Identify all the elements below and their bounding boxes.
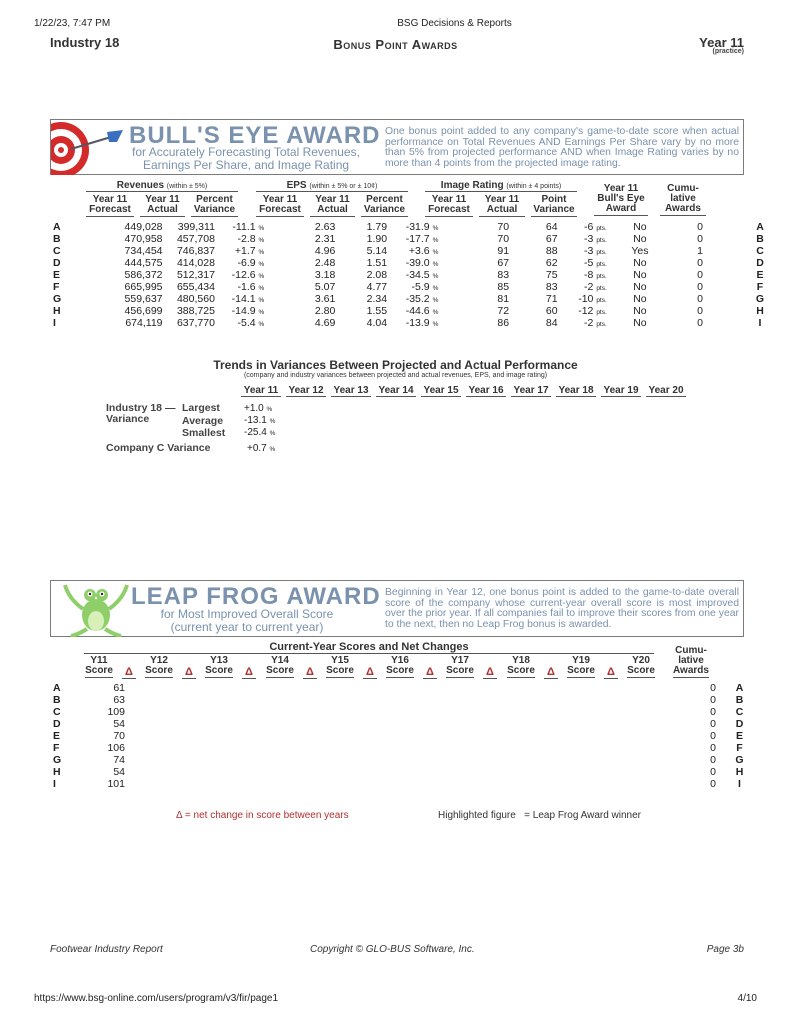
lf-company-letter: C bbox=[53, 706, 61, 718]
print-url[interactable]: https://www.bsg-online.com/users/program/v3/fir/page1 bbox=[34, 993, 278, 1004]
highlight-legend-label: Highlighted figure bbox=[438, 810, 516, 821]
year-label bbox=[699, 35, 744, 55]
be-company-letter: B bbox=[53, 233, 61, 245]
lf-company-letter: G bbox=[53, 754, 62, 766]
img-forecast-header: Year 11 Forecast bbox=[425, 195, 473, 217]
eps-variance: -5.9 % bbox=[411, 281, 439, 293]
img-variance-header: Point Variance bbox=[531, 195, 577, 217]
lf-company-letter: D bbox=[53, 718, 61, 730]
rev-actual: 655,434 bbox=[176, 281, 215, 293]
award-value: No bbox=[633, 305, 647, 317]
smallest-label: Smallest bbox=[182, 427, 226, 439]
lf-empty-years bbox=[125, 778, 693, 790]
cum-awards: 0 bbox=[697, 281, 703, 293]
delta-icon: Δ bbox=[182, 666, 196, 679]
eps-forecast: 4.69 bbox=[314, 317, 336, 329]
eps-actual: 2.08 bbox=[366, 269, 388, 281]
bulls-eye-row bbox=[53, 293, 791, 305]
img-forecast: 70 bbox=[497, 221, 510, 233]
leap-frog-row bbox=[53, 694, 763, 706]
rev-actual: 414,028 bbox=[176, 257, 215, 269]
rev-variance: -14.1 % bbox=[231, 293, 265, 305]
be-company-letter-right: G bbox=[755, 293, 765, 305]
be-company-letter: A bbox=[53, 221, 61, 233]
rev-variance: -11.1 % bbox=[232, 221, 265, 233]
print-datetime: 1/22/23, 7:47 PM bbox=[34, 18, 111, 29]
y11-score: 106 bbox=[107, 742, 125, 754]
trend-year-header: Year 19 bbox=[601, 385, 641, 397]
print-page-count: 4/10 bbox=[737, 993, 757, 1004]
y11-score: 74 bbox=[113, 754, 125, 766]
rev-actual: 480,560 bbox=[176, 293, 215, 305]
cum-awards: 0 bbox=[697, 257, 703, 269]
cum-awards: 0 bbox=[697, 305, 703, 317]
bulls-eye-banner bbox=[50, 119, 744, 175]
be-company-letter-right: B bbox=[756, 233, 764, 245]
rev-forecast: 559,637 bbox=[124, 293, 163, 305]
eps-variance: -39.0 % bbox=[405, 257, 439, 269]
bulls-eye-subtitle bbox=[129, 146, 363, 172]
eps-label: EPS bbox=[286, 180, 307, 191]
variance-label: Variance bbox=[106, 413, 150, 425]
eps-variance: -31.9 % bbox=[405, 221, 439, 233]
bulls-eye-subtitle-line1: for Accurately Forecasting Total Revenues, bbox=[132, 145, 360, 159]
rev-actual: 746,837 bbox=[176, 245, 215, 257]
img-forecast: 72 bbox=[497, 305, 510, 317]
trend-year-header: Year 12 bbox=[286, 385, 326, 397]
be-company-letter-right: I bbox=[758, 317, 762, 329]
eps-forecast-header: Year 11 Forecast bbox=[256, 195, 304, 217]
be-company-letter: D bbox=[53, 257, 61, 269]
img-actual: 75 bbox=[545, 269, 558, 281]
leap-frog-row bbox=[53, 706, 763, 718]
bullseye-dart-icon bbox=[51, 120, 127, 175]
rev-actual: 399,311 bbox=[177, 221, 215, 233]
y11-score: 54 bbox=[113, 766, 125, 778]
lf-company-letter: I bbox=[53, 778, 56, 790]
award-value: No bbox=[633, 269, 647, 281]
award-value: No bbox=[633, 233, 647, 245]
img-actual: 88 bbox=[545, 245, 558, 257]
rev-forecast: 470,958 bbox=[124, 233, 163, 245]
award-value: Yes bbox=[631, 245, 649, 257]
be-company-letter: H bbox=[53, 305, 61, 317]
img-variance: -8 pts. bbox=[584, 269, 607, 281]
rev-forecast: 674,119 bbox=[125, 317, 163, 329]
footer-center: Copyright © GLO-BUS Software, Inc. bbox=[310, 944, 475, 955]
bulls-eye-table bbox=[53, 221, 791, 329]
lf-company-letter-right: C bbox=[735, 706, 744, 718]
lf-cum-awards: 0 bbox=[710, 730, 716, 742]
delta-icon: Δ bbox=[483, 666, 497, 679]
rev-forecast: 586,372 bbox=[124, 269, 163, 281]
img-variance: -12 pts. bbox=[578, 305, 607, 317]
be-company-letter-right: C bbox=[756, 245, 764, 257]
eps-group-header bbox=[256, 180, 408, 192]
y11-score: 54 bbox=[113, 718, 125, 730]
rev-actual: 457,708 bbox=[176, 233, 215, 245]
eps-actual: 1.51 bbox=[366, 257, 388, 269]
bulls-eye-row bbox=[53, 269, 791, 281]
be-company-letter: C bbox=[53, 245, 61, 257]
lf-company-letter-right: D bbox=[735, 718, 744, 730]
rev-variance: -14.9 % bbox=[231, 305, 265, 317]
lf-score-header: Y11 Score bbox=[85, 655, 113, 676]
delta-icon: Δ bbox=[242, 666, 256, 679]
smallest-value: -25.4 % bbox=[244, 427, 276, 438]
rev-variance: -2.8 % bbox=[237, 233, 265, 245]
eps-actual: 1.90 bbox=[366, 233, 388, 245]
be-company-letter-right: A bbox=[756, 221, 764, 233]
leap-frog-subtitle-line2: (current year to current year) bbox=[170, 620, 324, 634]
industry-label: Industry 18 bbox=[50, 35, 120, 50]
img-forecast: 70 bbox=[497, 233, 510, 245]
lf-company-letter: E bbox=[53, 730, 61, 742]
lf-cum-awards: 0 bbox=[710, 694, 716, 706]
largest-value: +1.0 % bbox=[244, 403, 273, 414]
trend-year-header: Year 15 bbox=[421, 385, 461, 397]
lf-cum-awards: 0 bbox=[710, 706, 716, 718]
eps-variance: -17.7 % bbox=[405, 233, 439, 245]
lf-score-header: Y20 Score bbox=[627, 655, 655, 676]
img-forecast: 85 bbox=[497, 281, 510, 293]
lf-empty-years bbox=[125, 682, 693, 694]
bulls-eye-row bbox=[53, 317, 791, 329]
lf-score-header: Y16 Score bbox=[386, 655, 414, 676]
cum-awards: 0 bbox=[697, 221, 703, 233]
lf-company-letter-right: G bbox=[735, 754, 744, 766]
be-company-letter-right: F bbox=[756, 281, 764, 293]
rev-variance: -1.6 % bbox=[237, 281, 265, 293]
img-actual: 64 bbox=[545, 221, 558, 233]
img-forecast: 86 bbox=[497, 317, 510, 329]
trend-year-header: Year 18 bbox=[556, 385, 596, 397]
bulls-eye-row bbox=[53, 257, 791, 269]
img-actual: 60 bbox=[545, 305, 558, 317]
cum-awards: 0 bbox=[697, 293, 703, 305]
trends-title: Trends in Variances Between Projected and Actual Performance bbox=[213, 358, 578, 372]
img-forecast: 83 bbox=[497, 269, 510, 281]
eps-forecast: 4.96 bbox=[314, 245, 336, 257]
revenues-note: (within ± 5%) bbox=[166, 183, 208, 190]
lf-score-header: Y13 Score bbox=[205, 655, 233, 676]
rev-actual-header: Year 11 Actual bbox=[140, 195, 185, 217]
eps-forecast: 2.48 bbox=[314, 257, 336, 269]
largest-label: Largest bbox=[182, 402, 220, 414]
leap-frog-table bbox=[53, 682, 763, 790]
be-company-letter-right: H bbox=[756, 305, 764, 317]
rev-forecast: 444,575 bbox=[124, 257, 163, 269]
revenues-group-header bbox=[86, 180, 238, 192]
lf-cum-awards: 0 bbox=[710, 778, 716, 790]
img-actual: 83 bbox=[545, 281, 558, 293]
eps-actual: 2.34 bbox=[366, 293, 388, 305]
cum-awards: 0 bbox=[697, 317, 703, 329]
year-text: Year 11 bbox=[699, 35, 744, 50]
delta-icon: Δ bbox=[544, 666, 558, 679]
trends-subtitle: (company and industry variances between projected and actual revenues, EPS, and image rating) bbox=[243, 372, 548, 379]
leap-frog-row bbox=[53, 718, 763, 730]
y11-score: 63 bbox=[113, 694, 125, 706]
lf-score-header: Y17 Score bbox=[446, 655, 474, 676]
delta-legend: Δ = net change in score between years bbox=[176, 810, 349, 821]
y11-score: 101 bbox=[107, 778, 125, 790]
leap-frog-row bbox=[53, 730, 763, 742]
rev-variance-header: Percent Variance bbox=[191, 195, 238, 217]
delta-icon: Δ bbox=[423, 666, 437, 679]
img-actual: 71 bbox=[545, 293, 558, 305]
img-forecast: 67 bbox=[497, 257, 510, 269]
eps-forecast: 2.31 bbox=[314, 233, 336, 245]
lf-score-header: Y15 Score bbox=[326, 655, 354, 676]
image-note: (within ± 4 points) bbox=[506, 183, 562, 190]
delta-icon: Δ bbox=[303, 666, 317, 679]
lf-company-letter: B bbox=[53, 694, 61, 706]
leap-frog-row bbox=[53, 766, 763, 778]
industry-name: Industry 18 bbox=[106, 402, 163, 414]
leap-frog-row bbox=[53, 754, 763, 766]
leap-frog-row bbox=[53, 742, 763, 754]
lf-score-header: Y18 Score bbox=[507, 655, 535, 676]
year-note: (practice) bbox=[712, 48, 744, 55]
rev-actual: 637,770 bbox=[176, 317, 215, 329]
cum-awards: 0 bbox=[697, 233, 703, 245]
lf-company-letter-right: A bbox=[735, 682, 744, 694]
bulls-eye-row bbox=[53, 245, 791, 257]
award-header: Year 11 Bull's Eye Award bbox=[594, 184, 648, 216]
lf-cum-awards: 0 bbox=[710, 742, 716, 754]
lf-empty-years bbox=[125, 706, 693, 718]
lf-empty-years bbox=[125, 730, 693, 742]
award-value: No bbox=[633, 293, 647, 305]
rev-actual: 388,725 bbox=[176, 305, 215, 317]
lf-company-letter-right: H bbox=[735, 766, 744, 778]
img-actual: 67 bbox=[545, 233, 558, 245]
eps-forecast: 2.63 bbox=[314, 221, 336, 233]
company-variance-value: +0.7 % bbox=[247, 443, 276, 454]
rev-forecast: 449,028 bbox=[124, 221, 163, 233]
trend-year-header: Year 11 bbox=[241, 385, 281, 397]
lf-cum-awards: 0 bbox=[710, 754, 716, 766]
eps-actual-header: Year 11 Actual bbox=[310, 195, 355, 217]
frog-icon bbox=[63, 581, 129, 637]
image-label: Image Rating bbox=[440, 180, 504, 191]
img-variance: -10 pts. bbox=[578, 293, 607, 305]
delta-icon: Δ bbox=[122, 666, 136, 679]
leap-frog-banner bbox=[50, 580, 744, 637]
delta-icon: Δ bbox=[363, 666, 377, 679]
lf-company-letter-right: B bbox=[735, 694, 744, 706]
leap-frog-row bbox=[53, 682, 763, 694]
trend-year-header: Year 20 bbox=[646, 385, 686, 397]
rev-variance: -6.9 % bbox=[237, 257, 265, 269]
eps-variance: -34.5 % bbox=[405, 269, 439, 281]
award-value: No bbox=[633, 281, 647, 293]
industry-variance-label: Industry 18 — bbox=[106, 402, 176, 414]
trend-year-header: Year 17 bbox=[511, 385, 551, 397]
img-variance: -6 pts. bbox=[584, 221, 607, 233]
leap-frog-subtitle bbox=[131, 608, 363, 634]
img-actual: 84 bbox=[545, 317, 558, 329]
image-group-header bbox=[425, 180, 577, 192]
trend-year-header: Year 16 bbox=[466, 385, 506, 397]
lf-empty-years bbox=[125, 718, 693, 730]
eps-forecast: 2.80 bbox=[314, 305, 336, 317]
be-company-letter-right: D bbox=[756, 257, 764, 269]
page-title: Bonus Point Awards bbox=[333, 37, 458, 52]
bulls-eye-row bbox=[53, 305, 791, 317]
revenues-label: Revenues bbox=[116, 180, 165, 191]
lf-company-letter-right: E bbox=[735, 730, 743, 742]
rev-variance: -12.6 % bbox=[231, 269, 265, 281]
bulls-eye-row bbox=[53, 221, 791, 233]
leap-frog-row bbox=[53, 778, 763, 790]
bulls-eye-description: One bonus point added to any company's game-to-date score when actual performance on Total Revenues AND Earnings Per Share vary by no more than 5% from projected performance AND when Image Rating varies by no more than 4 points from the projected image rating. bbox=[385, 126, 739, 169]
bulls-eye-title: BULL'S EYE AWARD bbox=[129, 122, 381, 149]
img-forecast: 81 bbox=[497, 293, 510, 305]
lf-empty-years bbox=[125, 742, 693, 754]
lf-cum-awards: 0 bbox=[710, 682, 716, 694]
img-variance: -2 pts. bbox=[584, 317, 607, 329]
lf-score-header: Y14 Score bbox=[266, 655, 294, 676]
eps-actual: 1.55 bbox=[366, 305, 388, 317]
delta-icon: Δ bbox=[604, 666, 618, 679]
award-value: No bbox=[633, 317, 647, 329]
award-value: No bbox=[633, 257, 647, 269]
eps-note: (within ± 5% or ± 10¢) bbox=[309, 183, 378, 190]
company-variance-label: Company C Variance bbox=[106, 442, 211, 454]
lf-empty-years bbox=[125, 754, 693, 766]
lf-company-letter: H bbox=[53, 766, 61, 778]
rev-forecast: 734,454 bbox=[124, 245, 163, 257]
img-variance: -3 pts. bbox=[584, 233, 607, 245]
y11-score: 61 bbox=[113, 682, 125, 694]
cum-awards: 1 bbox=[697, 245, 703, 257]
rev-variance: -5.4 % bbox=[237, 317, 265, 329]
eps-variance: +3.6 % bbox=[408, 245, 439, 257]
bulls-eye-row bbox=[53, 233, 791, 245]
lf-company-letter: A bbox=[53, 682, 61, 694]
img-actual-header: Year 11 Actual bbox=[479, 195, 525, 217]
be-company-letter: G bbox=[53, 293, 62, 305]
eps-variance: -35.2 % bbox=[405, 293, 439, 305]
lf-empty-years bbox=[125, 766, 693, 778]
eps-forecast: 5.07 bbox=[314, 281, 336, 293]
eps-actual: 5.14 bbox=[366, 245, 388, 257]
lf-empty-years bbox=[125, 694, 693, 706]
eps-actual: 4.77 bbox=[366, 281, 388, 293]
lf-company-letter-right: F bbox=[736, 742, 743, 754]
y11-score: 70 bbox=[113, 730, 125, 742]
trend-year-header: Year 13 bbox=[331, 385, 371, 397]
bulls-eye-subtitle-line2: Earnings Per Share, and Image Rating bbox=[142, 158, 350, 172]
be-company-letter: F bbox=[53, 281, 60, 293]
leap-frog-description: Beginning in Year 12, one bonus point is added to the game-to-date overall score of the company whose current-year overall score is most improved over the prior year. If all companies fail to improve their scores from one year to the next, then no Leap Frog bonus is awarded. bbox=[385, 587, 739, 630]
eps-forecast: 3.18 bbox=[314, 269, 336, 281]
be-company-letter: E bbox=[53, 269, 61, 281]
img-variance: -2 pts. bbox=[584, 281, 607, 293]
trend-year-header: Year 14 bbox=[376, 385, 416, 397]
lf-cum-header: Cumu- lative Awards bbox=[673, 645, 709, 676]
lf-cum-awards: 0 bbox=[710, 718, 716, 730]
rev-variance: +1.7 % bbox=[234, 245, 265, 257]
leap-frog-title: LEAP FROG AWARD bbox=[131, 583, 381, 610]
highlight-legend bbox=[438, 810, 641, 821]
highlight-legend-meaning: = Leap Frog Award winner bbox=[524, 810, 642, 821]
lf-company-letter-right: I bbox=[738, 778, 741, 790]
rev-actual: 512,317 bbox=[176, 269, 215, 281]
average-value: -13.1 % bbox=[244, 415, 276, 426]
lf-score-header: Y12 Score bbox=[145, 655, 173, 676]
cum-awards: 0 bbox=[697, 269, 703, 281]
y11-score: 109 bbox=[107, 706, 125, 718]
img-variance: -3 pts. bbox=[584, 245, 607, 257]
cum-header: Cumu- lative Awards bbox=[660, 184, 706, 216]
eps-actual: 1.79 bbox=[366, 221, 388, 233]
be-company-letter: I bbox=[53, 317, 56, 329]
footer-right: Page 3b bbox=[706, 944, 744, 955]
img-actual: 62 bbox=[545, 257, 558, 269]
img-variance: -5 pts. bbox=[584, 257, 607, 269]
lf-cum-awards: 0 bbox=[710, 766, 716, 778]
bulls-eye-row bbox=[53, 281, 791, 293]
footer-left: Footwear Industry Report bbox=[50, 944, 163, 955]
eps-variance-header: Percent Variance bbox=[361, 195, 408, 217]
img-forecast: 91 bbox=[497, 245, 510, 257]
eps-actual: 4.04 bbox=[366, 317, 388, 329]
rev-forecast: 665,995 bbox=[124, 281, 163, 293]
leap-frog-subtitle-line1: for Most Improved Overall Score bbox=[160, 607, 334, 621]
leap-frog-table-title: Current-Year Scores and Net Changes bbox=[84, 641, 654, 654]
eps-variance: -13.9 % bbox=[405, 317, 439, 329]
eps-forecast: 3.61 bbox=[314, 293, 336, 305]
be-company-letter-right: E bbox=[756, 269, 764, 281]
rev-forecast-header: Year 11 Forecast bbox=[86, 195, 134, 217]
eps-variance: -44.6 % bbox=[405, 305, 439, 317]
print-title: BSG Decisions & Reports bbox=[397, 18, 512, 29]
award-value: No bbox=[633, 221, 647, 233]
lf-score-header: Y19 Score bbox=[567, 655, 595, 676]
rev-forecast: 456,699 bbox=[124, 305, 163, 317]
average-label: Average bbox=[182, 415, 224, 427]
lf-company-letter: F bbox=[53, 742, 60, 754]
